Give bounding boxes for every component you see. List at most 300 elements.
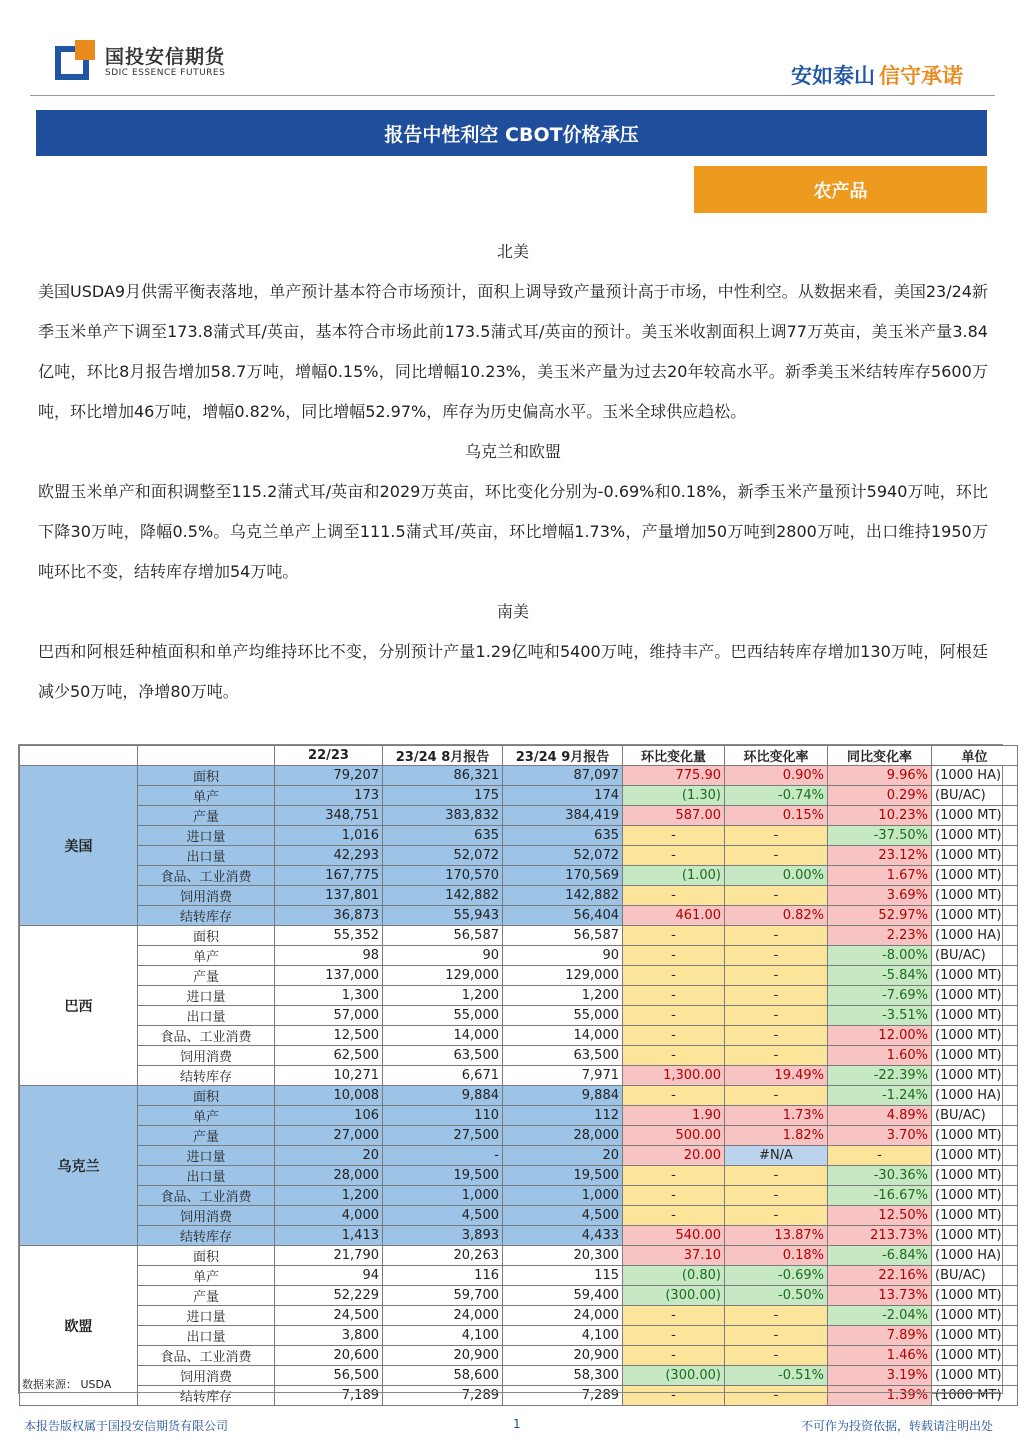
table-row <box>20 906 1018 926</box>
value-cell: 52,072 <box>383 846 503 866</box>
change-cell: - <box>623 846 725 866</box>
table-row <box>20 1166 1018 1186</box>
yoy-rate-cell: 1.67% <box>828 866 932 886</box>
item-cell: 单产 <box>138 1266 275 1286</box>
change-rate-cell: - <box>725 986 828 1006</box>
value-cell: 4,500 <box>503 1206 623 1226</box>
section-title: 南美 <box>496 602 529 621</box>
item-cell: 面积 <box>138 766 275 786</box>
value-cell: 384,419 <box>503 806 623 826</box>
value-cell: 4,500 <box>383 1206 503 1226</box>
change-cell: 1,300.00 <box>623 1066 725 1086</box>
value-cell: 9,884 <box>503 1086 623 1106</box>
value-cell: 28,000 <box>503 1126 623 1146</box>
unit-cell: (1000 MT) <box>932 1326 1018 1346</box>
yoy-rate-cell: -3.51% <box>828 1006 932 1026</box>
unit-cell: (1000 MT) <box>932 1186 1018 1206</box>
value-cell: 1,413 <box>275 1226 383 1246</box>
change-cell: - <box>623 1046 725 1066</box>
change-cell: - <box>623 986 725 1006</box>
change-rate-cell: 0.15% <box>725 806 828 826</box>
value-cell: 4,433 <box>503 1226 623 1246</box>
yoy-rate-cell: -22.39% <box>828 1066 932 1086</box>
table-row <box>20 806 1018 826</box>
header-cell: 单位 <box>932 746 1018 766</box>
value-cell: 116 <box>383 1266 503 1286</box>
table-row <box>20 1066 1018 1086</box>
value-cell: 20,263 <box>383 1246 503 1266</box>
table-row <box>20 1346 1018 1366</box>
value-cell: 14,000 <box>503 1026 623 1046</box>
value-cell: 112 <box>503 1106 623 1126</box>
value-cell: 57,000 <box>275 1006 383 1026</box>
change-cell: 540.00 <box>623 1226 725 1246</box>
change-rate-cell: -0.74% <box>725 786 828 806</box>
change-cell: - <box>623 1086 725 1106</box>
yoy-rate-cell: 9.96% <box>828 766 932 786</box>
header-cell: 环比变化量 <box>623 746 725 766</box>
header-cell: 23/24 8月报告 <box>383 746 503 766</box>
yoy-rate-cell: -37.50% <box>828 826 932 846</box>
value-cell: 142,882 <box>503 886 623 906</box>
value-cell: 52,072 <box>503 846 623 866</box>
change-rate-cell: - <box>725 1326 828 1346</box>
item-cell: 面积 <box>138 1246 275 1266</box>
yoy-rate-cell: 22.16% <box>828 1266 932 1286</box>
unit-cell: (1000 MT) <box>932 886 1018 906</box>
unit-cell: (1000 MT) <box>932 1306 1018 1326</box>
item-cell: 出口量 <box>138 846 275 866</box>
change-rate-cell: 1.82% <box>725 1126 828 1146</box>
value-cell: 58,600 <box>383 1366 503 1386</box>
item-cell: 饲用消费 <box>138 1206 275 1226</box>
item-cell: 进口量 <box>138 826 275 846</box>
value-cell: 170,569 <box>503 866 623 886</box>
change-rate-cell: - <box>725 1006 828 1026</box>
value-cell: 106 <box>275 1106 383 1126</box>
change-cell: (300.00) <box>623 1286 725 1306</box>
value-cell: 170,570 <box>383 866 503 886</box>
region-cell: 美国 <box>20 766 138 926</box>
value-cell: 173 <box>275 786 383 806</box>
yoy-rate-cell: -8.00% <box>828 946 932 966</box>
unit-cell: (1000 MT) <box>932 1346 1018 1366</box>
footer-copyright: 本报告版权属于国投安信期货有限公司 <box>24 1419 229 1433</box>
table-row <box>20 926 1018 946</box>
value-cell: 7,289 <box>383 1386 503 1406</box>
change-cell: - <box>623 1326 725 1346</box>
table-row <box>20 866 1018 886</box>
unit-cell: (1000 MT) <box>932 826 1018 846</box>
value-cell: 58,300 <box>503 1366 623 1386</box>
change-rate-cell: - <box>725 946 828 966</box>
change-cell: - <box>623 886 725 906</box>
section-paragraph: 美国USDA9月供需平衡表落地，单产预计基本符合市场预计，面积上调导致产量预计高于市场，中性利空。从数据来看，美国23/24新季玉米单产下调至173.8蒲式耳/英亩，基本符合市场此前173.5蒲式耳/英亩的预计。美玉米收割面积上调77万英亩，美玉米产量3.84亿吨，环比8月报告增加58.7万吨，增幅0.15%，同比增幅10.23%，美玉米产量为过去20年较高水平。新季美玉米结转库存5600万吨，环比增加46万吨，增幅0.82%，同比增幅52.97%，库存为历史偏高水平。玉米全球供应趋松。 <box>38 282 988 421</box>
change-rate-cell: - <box>725 1186 828 1206</box>
change-cell: - <box>623 946 725 966</box>
change-rate-cell: - <box>725 926 828 946</box>
change-rate-cell: - <box>725 1206 828 1226</box>
value-cell: 14,000 <box>383 1026 503 1046</box>
value-cell: 27,000 <box>275 1126 383 1146</box>
value-cell: 20,900 <box>383 1346 503 1366</box>
change-rate-cell: - <box>725 1346 828 1366</box>
value-cell: 175 <box>383 786 503 806</box>
yoy-rate-cell: -6.84% <box>828 1246 932 1266</box>
unit-cell: (1000 MT) <box>932 1386 1018 1406</box>
item-cell: 面积 <box>138 926 275 946</box>
change-rate-cell: - <box>725 1026 828 1046</box>
change-rate-cell: -0.50% <box>725 1286 828 1306</box>
table-row <box>20 1366 1018 1386</box>
footer-disclaimer: 不可作为投资依据，转载请注明出处 <box>800 1419 993 1433</box>
table-row <box>20 786 1018 806</box>
value-cell: 3,800 <box>275 1326 383 1346</box>
change-rate-cell: 19.49% <box>725 1066 828 1086</box>
value-cell: 87,097 <box>503 766 623 786</box>
value-cell: 63,500 <box>383 1046 503 1066</box>
change-cell: - <box>623 1186 725 1206</box>
yoy-rate-cell: - <box>828 1146 932 1166</box>
item-cell: 出口量 <box>138 1006 275 1026</box>
table-row <box>20 986 1018 1006</box>
header-cell: 同比变化率 <box>828 746 932 766</box>
value-cell: 94 <box>275 1266 383 1286</box>
brand-name-en: SDIC ESSENCE FUTURES <box>105 68 226 78</box>
table-row <box>20 946 1018 966</box>
yoy-rate-cell: 10.23% <box>828 806 932 826</box>
value-cell: 20 <box>275 1146 383 1166</box>
value-cell: 129,000 <box>383 966 503 986</box>
item-cell: 结转库存 <box>138 906 275 926</box>
value-cell: 137,801 <box>275 886 383 906</box>
yoy-rate-cell: 7.89% <box>828 1326 932 1346</box>
change-cell: (1.00) <box>623 866 725 886</box>
value-cell: 20,300 <box>503 1246 623 1266</box>
yoy-rate-cell: -1.24% <box>828 1086 932 1106</box>
value-cell: 42,293 <box>275 846 383 866</box>
section-paragraph: 欧盟玉米单产和面积调整至115.2蒲式耳/英亩和2029万英亩，环比变化分别为-0.69%和0.18%，新季玉米产量预计5940万吨，环比下降30万吨，降幅0.5%。乌克兰单产上调至111.5蒲式耳/英亩，环比增幅1.73%，产量增加50万吨到2800万吨，出口维持1950万吨环比不变，结转库存增加54万吨。 <box>38 482 988 581</box>
table-body <box>20 766 1018 1406</box>
item-cell: 出口量 <box>138 1166 275 1186</box>
yoy-rate-cell: 13.73% <box>828 1286 932 1306</box>
region-cell: 巴西 <box>20 926 138 1086</box>
item-cell: 产量 <box>138 1126 275 1146</box>
brand-logo <box>55 38 245 86</box>
value-cell: 27,500 <box>383 1126 503 1146</box>
value-cell: 1,200 <box>383 986 503 1006</box>
item-cell: 食品、工业消费 <box>138 1186 275 1206</box>
unit-cell: (1000 MT) <box>932 1026 1018 1046</box>
value-cell: 79,207 <box>275 766 383 786</box>
value-cell: 1,200 <box>275 1186 383 1206</box>
change-rate-cell: 1.73% <box>725 1106 828 1126</box>
value-cell: 20,600 <box>275 1346 383 1366</box>
value-cell: 9,884 <box>383 1086 503 1106</box>
value-cell: 28,000 <box>275 1166 383 1186</box>
value-cell: 56,404 <box>503 906 623 926</box>
unit-cell: (1000 HA) <box>932 1086 1018 1106</box>
change-rate-cell: 0.90% <box>725 766 828 786</box>
unit-cell: (BU/AC) <box>932 1266 1018 1286</box>
change-cell: - <box>623 926 725 946</box>
table-row <box>20 1246 1018 1266</box>
yoy-rate-cell: -16.67% <box>828 1186 932 1206</box>
value-cell: 90 <box>383 946 503 966</box>
section-title: 北美 <box>496 242 529 261</box>
value-cell: 142,882 <box>383 886 503 906</box>
change-rate-cell: - <box>725 1306 828 1326</box>
unit-cell: (BU/AC) <box>932 786 1018 806</box>
value-cell: 7,189 <box>275 1386 383 1406</box>
yoy-rate-cell: 23.12% <box>828 846 932 866</box>
unit-cell: (1000 MT) <box>932 1126 1018 1146</box>
value-cell: 55,352 <box>275 926 383 946</box>
unit-cell: (1000 MT) <box>932 1226 1018 1246</box>
item-cell: 食品、工业消费 <box>138 1346 275 1366</box>
value-cell: 55,000 <box>503 1006 623 1026</box>
unit-cell: (1000 MT) <box>932 1166 1018 1186</box>
item-cell: 产量 <box>138 1286 275 1306</box>
value-cell: 1,200 <box>503 986 623 1006</box>
change-rate-cell: -0.69% <box>725 1266 828 1286</box>
value-cell: 55,000 <box>383 1006 503 1026</box>
item-cell: 单产 <box>138 786 275 806</box>
value-cell: 36,873 <box>275 906 383 926</box>
table-row <box>20 1046 1018 1066</box>
yoy-rate-cell: 52.97% <box>828 906 932 926</box>
unit-cell: (1000 MT) <box>932 1046 1018 1066</box>
region-cell: 乌克兰 <box>20 1086 138 1246</box>
item-cell: 单产 <box>138 1106 275 1126</box>
change-cell: (1.30) <box>623 786 725 806</box>
header-cell: 22/23 <box>275 746 383 766</box>
header-cell: 23/24 9月报告 <box>503 746 623 766</box>
table-row <box>20 1106 1018 1126</box>
value-cell: 1,300 <box>275 986 383 1006</box>
value-cell: 110 <box>383 1106 503 1126</box>
table-row <box>20 1266 1018 1286</box>
unit-cell: (1000 MT) <box>932 966 1018 986</box>
yoy-rate-cell: 12.50% <box>828 1206 932 1226</box>
change-cell: - <box>623 1306 725 1326</box>
table-row <box>20 1326 1018 1346</box>
value-cell: 12,500 <box>275 1026 383 1046</box>
change-rate-cell: - <box>725 886 828 906</box>
item-cell: 饲用消费 <box>138 886 275 906</box>
value-cell: 1,000 <box>383 1186 503 1206</box>
change-cell: - <box>623 966 725 986</box>
value-cell: 19,500 <box>503 1166 623 1186</box>
value-cell: 4,100 <box>383 1326 503 1346</box>
change-rate-cell: 0.18% <box>725 1246 828 1266</box>
item-cell: 食品、工业消费 <box>138 1026 275 1046</box>
supply-demand-table <box>18 744 1003 1405</box>
change-cell: - <box>623 1026 725 1046</box>
value-cell: 4,100 <box>503 1326 623 1346</box>
unit-cell: (1000 MT) <box>932 1006 1018 1026</box>
region-cell: 欧盟 <box>20 1246 138 1406</box>
yoy-rate-cell: 4.89% <box>828 1106 932 1126</box>
value-cell: 59,700 <box>383 1286 503 1306</box>
value-cell: 7,971 <box>503 1066 623 1086</box>
change-rate-cell: - <box>725 1386 828 1406</box>
unit-cell: (1000 MT) <box>932 1206 1018 1226</box>
yoy-rate-cell: 3.19% <box>828 1366 932 1386</box>
item-cell: 结转库存 <box>138 1066 275 1086</box>
unit-cell: (1000 MT) <box>932 1066 1018 1086</box>
unit-cell: (1000 HA) <box>932 766 1018 786</box>
category-badge: 农产品 <box>694 166 987 213</box>
item-cell: 饲用消费 <box>138 1366 275 1386</box>
change-rate-cell: 0.82% <box>725 906 828 926</box>
yoy-rate-cell: 213.73% <box>828 1226 932 1246</box>
header-divider <box>30 95 995 96</box>
change-cell: - <box>623 1166 725 1186</box>
value-cell: 59,400 <box>503 1286 623 1306</box>
slogan-part-b: 信守承诺 <box>879 64 963 88</box>
change-cell: - <box>623 1206 725 1226</box>
table-row <box>20 1086 1018 1106</box>
item-cell: 饲用消费 <box>138 1046 275 1066</box>
change-cell: - <box>623 1346 725 1366</box>
yoy-rate-cell: -2.04% <box>828 1306 932 1326</box>
table-header-row <box>20 746 1018 766</box>
change-cell: (300.00) <box>623 1366 725 1386</box>
report-body <box>38 232 988 712</box>
value-cell: 6,671 <box>383 1066 503 1086</box>
change-cell: 20.00 <box>623 1146 725 1166</box>
change-cell: 775.90 <box>623 766 725 786</box>
value-cell: 24,000 <box>383 1306 503 1326</box>
item-cell: 单产 <box>138 946 275 966</box>
value-cell: 63,500 <box>503 1046 623 1066</box>
unit-cell: (1000 MT) <box>932 1146 1018 1166</box>
unit-cell: (1000 MT) <box>932 1286 1018 1306</box>
yoy-rate-cell: 2.23% <box>828 926 932 946</box>
change-cell: - <box>623 826 725 846</box>
table-row <box>20 1386 1018 1406</box>
value-cell: 174 <box>503 786 623 806</box>
change-rate-cell: - <box>725 846 828 866</box>
change-cell: - <box>623 1006 725 1026</box>
brand-name-cn: 国投安信期货 <box>105 46 226 68</box>
value-cell: 56,500 <box>275 1366 383 1386</box>
unit-cell: (1000 MT) <box>932 1366 1018 1386</box>
change-rate-cell: - <box>725 826 828 846</box>
value-cell: 1,016 <box>275 826 383 846</box>
table-row <box>20 1226 1018 1246</box>
yoy-rate-cell: 1.60% <box>828 1046 932 1066</box>
unit-cell: (1000 HA) <box>932 926 1018 946</box>
page-number: 1 <box>513 1417 521 1431</box>
value-cell: 19,500 <box>383 1166 503 1186</box>
change-rate-cell: -0.51% <box>725 1366 828 1386</box>
value-cell: 56,587 <box>503 926 623 946</box>
value-cell: 10,271 <box>275 1066 383 1086</box>
header-cell: 环比变化率 <box>725 746 828 766</box>
value-cell: 3,893 <box>383 1226 503 1246</box>
unit-cell: (1000 MT) <box>932 846 1018 866</box>
value-cell: 21,790 <box>275 1246 383 1266</box>
value-cell: 52,229 <box>275 1286 383 1306</box>
change-cell: 587.00 <box>623 806 725 826</box>
table-row <box>20 1306 1018 1326</box>
value-cell: 20 <box>503 1146 623 1166</box>
table-row <box>20 1026 1018 1046</box>
item-cell: 出口量 <box>138 1326 275 1346</box>
value-cell: - <box>383 1146 503 1166</box>
table-row <box>20 766 1018 786</box>
item-cell: 进口量 <box>138 986 275 1006</box>
table-row <box>20 846 1018 866</box>
unit-cell: (1000 MT) <box>932 906 1018 926</box>
unit-cell: (1000 MT) <box>932 866 1018 886</box>
change-cell: 500.00 <box>623 1126 725 1146</box>
value-cell: 635 <box>383 826 503 846</box>
item-cell: 面积 <box>138 1086 275 1106</box>
yoy-rate-cell: 3.70% <box>828 1126 932 1146</box>
yoy-rate-cell: 0.29% <box>828 786 932 806</box>
section-paragraph: 巴西和阿根廷种植面积和单产均维持环比不变，分别预计产量1.29亿吨和5400万吨，维持丰产。巴西结转库存增加130万吨，阿根廷减少50万吨，净增80万吨。 <box>38 642 988 701</box>
table-row <box>20 1126 1018 1146</box>
change-rate-cell: 13.87% <box>725 1226 828 1246</box>
value-cell: 10,008 <box>275 1086 383 1106</box>
yoy-rate-cell: 1.39% <box>828 1386 932 1406</box>
table-row <box>20 1286 1018 1306</box>
change-cell: 1.90 <box>623 1106 725 1126</box>
value-cell: 129,000 <box>503 966 623 986</box>
value-cell: 24,000 <box>503 1306 623 1326</box>
change-cell: 37.10 <box>623 1246 725 1266</box>
item-cell: 结转库存 <box>138 1386 275 1406</box>
table-row <box>20 886 1018 906</box>
slogan <box>791 60 963 90</box>
yoy-rate-cell: -30.36% <box>828 1166 932 1186</box>
value-cell: 55,943 <box>383 906 503 926</box>
value-cell: 24,500 <box>275 1306 383 1326</box>
change-cell: (0.80) <box>623 1266 725 1286</box>
table-row <box>20 1186 1018 1206</box>
header-cell <box>138 746 275 766</box>
change-rate-cell: - <box>725 1086 828 1106</box>
value-cell: 20,900 <box>503 1346 623 1366</box>
yoy-rate-cell: 12.00% <box>828 1026 932 1046</box>
item-cell: 食品、工业消费 <box>138 866 275 886</box>
yoy-rate-cell: -7.69% <box>828 986 932 1006</box>
value-cell: 62,500 <box>275 1046 383 1066</box>
yoy-rate-cell: -5.84% <box>828 966 932 986</box>
value-cell: 56,587 <box>383 926 503 946</box>
item-cell: 产量 <box>138 806 275 826</box>
report-title: 报告中性利空 CBOT价格承压 <box>36 110 987 156</box>
value-cell: 635 <box>503 826 623 846</box>
value-cell: 1,000 <box>503 1186 623 1206</box>
unit-cell: (BU/AC) <box>932 1106 1018 1126</box>
table-row <box>20 1006 1018 1026</box>
change-rate-cell: 0.00% <box>725 866 828 886</box>
header-cell <box>20 746 138 766</box>
item-cell: 结转库存 <box>138 1226 275 1246</box>
unit-cell: (BU/AC) <box>932 946 1018 966</box>
value-cell: 137,000 <box>275 966 383 986</box>
data-table <box>19 745 1018 1406</box>
table-row <box>20 1146 1018 1166</box>
yoy-rate-cell: 1.46% <box>828 1346 932 1366</box>
change-rate-cell: #N/A <box>725 1146 828 1166</box>
value-cell: 90 <box>503 946 623 966</box>
change-rate-cell: - <box>725 966 828 986</box>
